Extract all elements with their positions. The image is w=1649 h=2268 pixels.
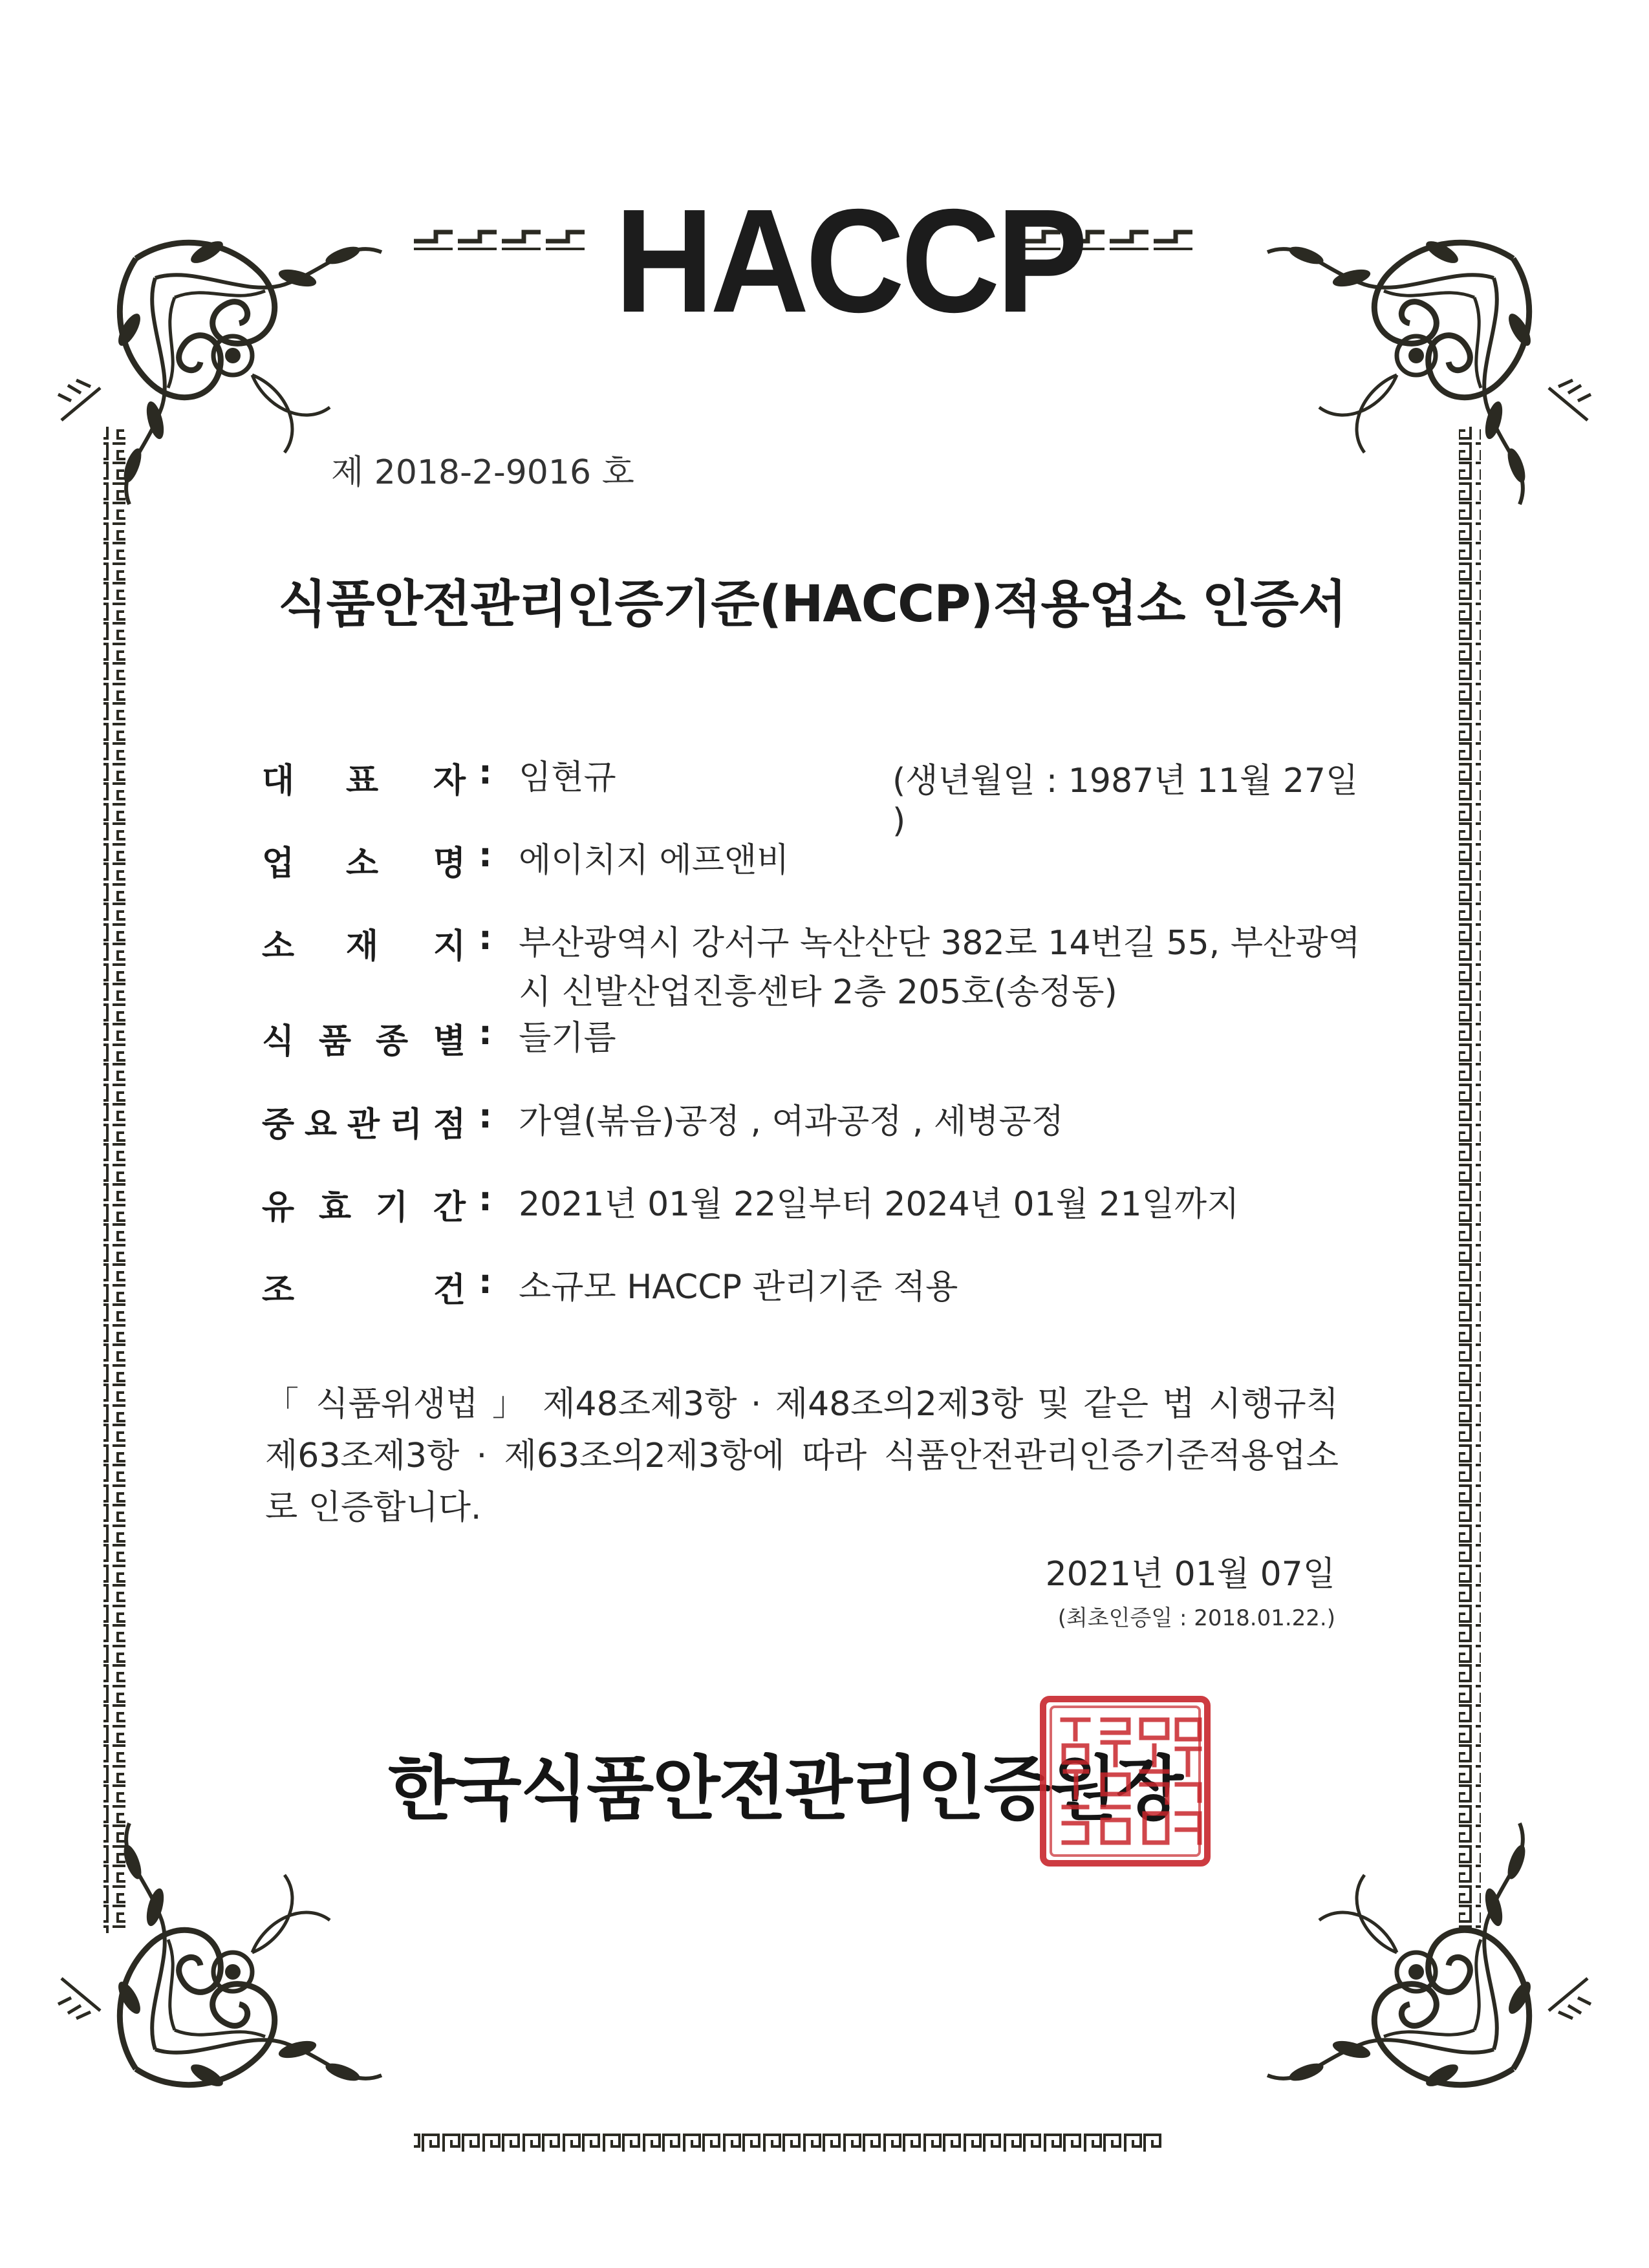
field-label: 중 요 관 리 점 <box>261 1106 466 1144</box>
field-colon: : <box>479 836 492 875</box>
field-address <box>261 919 1364 1016</box>
field-food-type <box>261 1014 1364 1061</box>
official-seal <box>1038 1694 1212 1868</box>
legal-statement: 「 식품위생법 」 제48조제3항 · 제48조의2제3항 및 같은 법 시행규칙 제63조제3항 · 제63조의2제3항에 따라 식품안전관리인증기준적용업소로 인증합니다. <box>265 1385 1339 1527</box>
field-business-name <box>261 836 1364 883</box>
field-colon: : <box>479 1097 492 1136</box>
field-condition <box>261 1263 1364 1310</box>
field-label: 유 효 기 간 <box>261 1188 466 1227</box>
field-colon: : <box>479 753 492 792</box>
representative-name: 임현규 <box>519 758 616 797</box>
field-label: 업 소 명 <box>261 844 466 883</box>
field-colon: : <box>479 1180 492 1219</box>
issue-date: 2021년 01월 07일 <box>1045 1555 1335 1594</box>
food-type: 들기름 <box>519 1019 616 1058</box>
haccp-logo: HACCP <box>614 179 1084 343</box>
field-colon: : <box>479 919 492 957</box>
field-label: 식 품 종 별 <box>261 1022 466 1061</box>
business-name: 에이치지 에프앤비 <box>519 841 790 880</box>
birth-date: (생년월일 : 1987년 11월 27일 ) <box>892 762 1359 840</box>
issuer-name: 한국식품안전관리인증원장 <box>388 1749 1182 1830</box>
condition: 소규모 HACCP 관리기준 적용 <box>519 1268 958 1307</box>
field-representative <box>261 753 1364 840</box>
first-certification-date: (최초인증일 : 2018.01.22.) <box>1057 1605 1335 1631</box>
critical-control-points: 가열(볶음)공정 , 여과공정 , 세병공정 <box>519 1102 1064 1141</box>
field-validity <box>261 1180 1364 1227</box>
address-line-1: 부산광역시 강서구 녹산산단 382로 14번길 55, 부산광역 <box>519 924 1361 963</box>
field-colon: : <box>479 1263 492 1301</box>
certificate-title: 식품안전관리인증기준(HACCP)적용업소 인증서 <box>278 575 1346 634</box>
address-line-2: 시 신발산업진흥센타 2층 205호(송정동) <box>519 973 1117 1012</box>
field-colon: : <box>479 1014 492 1053</box>
field-label: 조 건 <box>261 1271 466 1310</box>
validity-period: 2021년 01월 22일부터 2024년 01월 21일까지 <box>519 1185 1240 1224</box>
field-ccp <box>261 1097 1364 1144</box>
field-label: 대 표 자 <box>261 762 466 800</box>
certificate-number: 제 2018-2-9016 호 <box>331 453 634 492</box>
field-label: 소 재 지 <box>261 927 466 966</box>
